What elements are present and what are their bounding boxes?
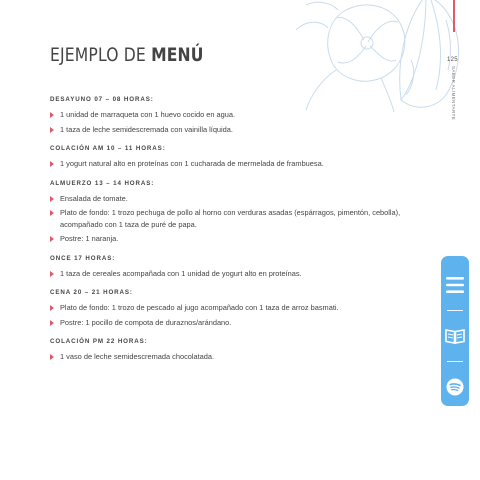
section-heading: COLACIÓN AM 10 – 11 HORAS: bbox=[50, 145, 166, 152]
menu-item bbox=[50, 124, 435, 136]
section-heading: DESAYUNO 07 – 08 HORAS: bbox=[50, 96, 154, 103]
menu-item-text: 1 unidad de marraqueta con 1 huevo cocido en agua. bbox=[60, 110, 236, 119]
title-bold: MENÚ bbox=[151, 44, 204, 66]
triangle-bullet-icon bbox=[50, 127, 54, 133]
spotify-button[interactable] bbox=[441, 372, 469, 402]
menu-section bbox=[50, 289, 435, 328]
triangle-bullet-icon bbox=[50, 320, 54, 326]
menu-content bbox=[50, 96, 435, 373]
side-label bbox=[451, 66, 459, 121]
menu-section bbox=[50, 338, 435, 363]
triangle-bullet-icon bbox=[50, 354, 54, 360]
menu-item bbox=[50, 302, 435, 314]
menu-item bbox=[50, 317, 435, 329]
menu-item bbox=[50, 351, 435, 363]
triangle-bullet-icon bbox=[50, 271, 54, 277]
triangle-bullet-icon bbox=[50, 161, 54, 167]
menu-section bbox=[50, 145, 435, 170]
menu-item bbox=[50, 109, 435, 121]
menu-item-text: 1 taza de leche semidescremada con vainilla líquida. bbox=[60, 124, 233, 134]
red-divider-line bbox=[453, 0, 455, 32]
spotify-icon bbox=[446, 378, 464, 396]
title-light: EJEMPLO DE bbox=[50, 44, 146, 66]
menu-item-text: Postre: 1 pocillo de compota de duraznos/arándano. bbox=[60, 317, 232, 327]
menu-item-text: 1 yogurt natural alto en proteínas con 1 cucharada de mermelada de frambuesa. bbox=[60, 159, 324, 168]
menu-button[interactable] bbox=[441, 270, 469, 300]
section-heading: ALMUERZO 13 – 14 HORAS: bbox=[50, 179, 155, 187]
page-number: 125 bbox=[447, 57, 458, 63]
triangle-bullet-icon bbox=[50, 236, 54, 242]
triangle-bullet-icon bbox=[50, 196, 54, 202]
menu-section bbox=[50, 180, 435, 245]
page-title bbox=[50, 44, 204, 66]
triangle-bullet-icon bbox=[50, 112, 54, 118]
menu-item bbox=[50, 193, 435, 205]
menu-item bbox=[50, 233, 435, 245]
menu-section bbox=[50, 96, 435, 135]
triangle-bullet-icon bbox=[50, 210, 54, 216]
side-toolbar bbox=[441, 256, 469, 406]
menu-section bbox=[50, 255, 435, 280]
menu-icon bbox=[446, 277, 464, 293]
section-heading: ONCE 17 HORAS: bbox=[50, 254, 116, 262]
side-label-text: SABER ALIMENTARTE bbox=[451, 66, 456, 121]
triangle-bullet-icon bbox=[50, 305, 54, 311]
menu-item bbox=[50, 207, 435, 230]
menu-item-text: Plato de fondo: 1 trozo de pescado al jugo acompañado con 1 taza de arroz basmati. bbox=[60, 303, 339, 312]
menu-item-text: 1 taza de cereales acompañada con 1 unidad de yogurt alto en proteínas. bbox=[60, 268, 302, 278]
book-button[interactable] bbox=[441, 321, 469, 351]
toolbar-divider bbox=[447, 310, 463, 311]
menu-item bbox=[50, 268, 435, 280]
book-icon bbox=[445, 328, 465, 344]
toolbar-divider bbox=[447, 361, 463, 362]
menu-item-text: Ensalada de tomate. bbox=[60, 193, 128, 203]
section-heading: COLACIÓN PM 22 HORAS: bbox=[50, 338, 148, 345]
menu-item-text: Plato de fondo: 1 trozo pechuga de pollo al horno con verduras asadas (espárragos, pimentón, cebolla), acompañado con 1 taza de puré de papa. bbox=[60, 208, 401, 229]
menu-item bbox=[50, 158, 435, 170]
menu-item-text: Postre: 1 naranja. bbox=[60, 234, 119, 243]
section-heading: CENA 20 – 21 HORAS: bbox=[50, 289, 133, 296]
menu-item-text: 1 vaso de leche semidescremada chocolatada. bbox=[60, 352, 215, 361]
